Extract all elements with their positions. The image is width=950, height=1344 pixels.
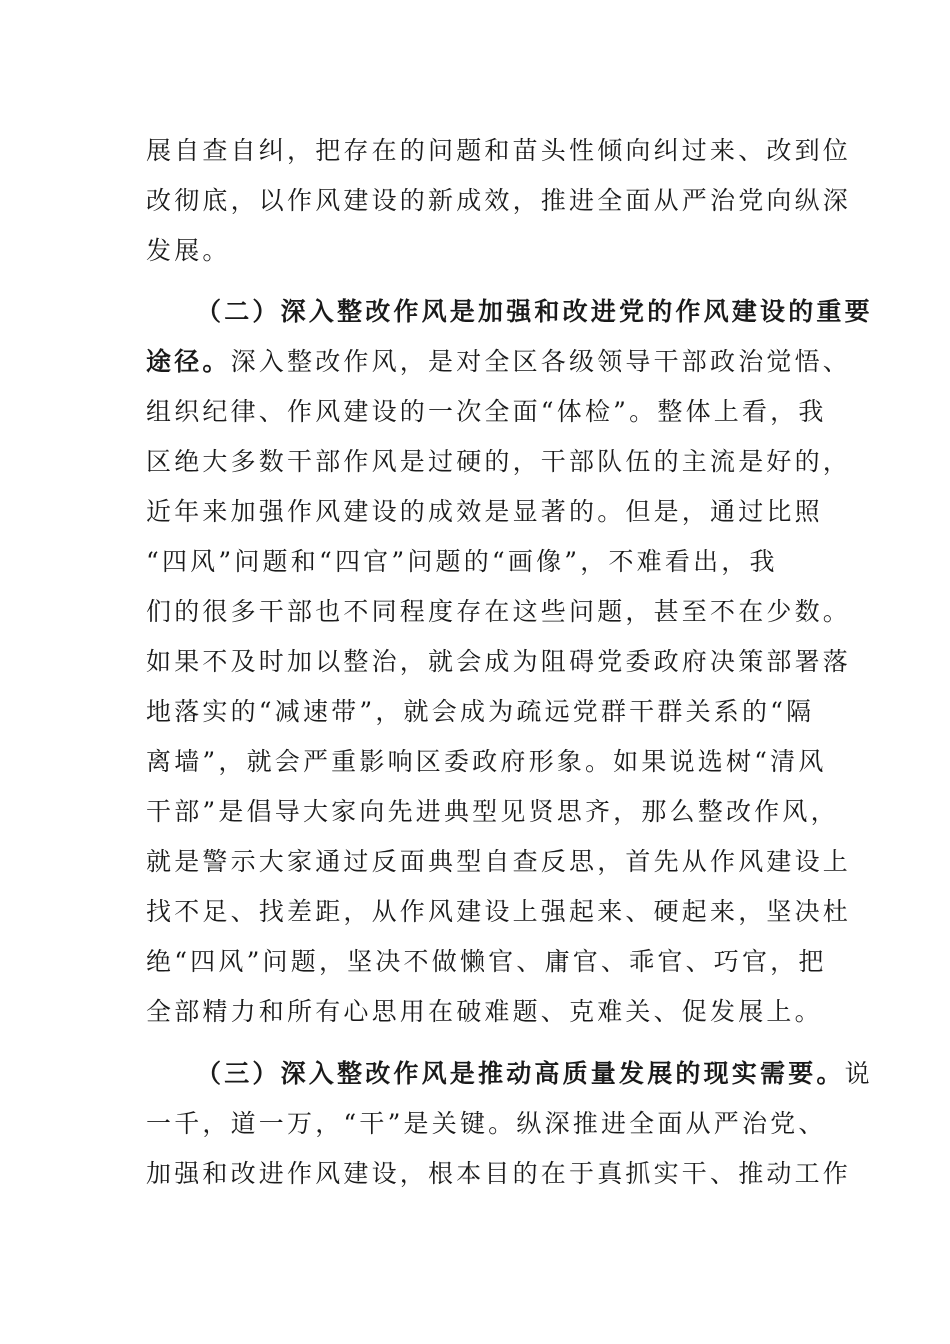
paragraph-2 (146, 287, 873, 1037)
paragraph-line: 加强和改进作风建设，根本目的在于真抓实干、推动工作 (146, 1159, 852, 1188)
paragraph-line: 们的很多干部也不同程度存在这些问题，甚至不在少数。 (146, 597, 852, 626)
section-heading-2-end: 途径。 (146, 347, 231, 376)
paragraph-line (146, 1049, 873, 1099)
paragraph-line: 全部精力和所有心思用在破难题、克难关、促发展上。 (146, 997, 823, 1026)
paragraph-line: 改彻底，以作风建设的新成效，推进全面从严治党向纵深 (146, 186, 852, 215)
paragraph-1 (146, 126, 852, 276)
section-heading-2: （二）深入整改作风是加强和改进党的作风建设的重要 (196, 297, 873, 326)
paragraph-line: 区绝大多数干部作风是过硬的，干部队伍的主流是好的， (146, 447, 852, 476)
paragraph-line: 展自查自纠，把存在的问题和苗头性倾向纠过来、改到位 (146, 136, 852, 165)
paragraph-line: 找不足、找差距，从作风建设上强起来、硬起来，坚决杜 (146, 897, 852, 926)
paragraph-line: 干部”是倡导大家向先进典型见贤思齐，那么整改作风， (146, 797, 839, 826)
paragraph-line: 地落实的“减速带”，就会成为疏远党群干群关系的“隔 (146, 697, 815, 726)
paragraph-line: 绝“四风”问题，坚决不做懒官、庸官、乖官、巧官，把 (146, 947, 827, 976)
paragraph-text: 深入整改作风，是对全区各级领导干部政治觉悟、 (230, 347, 852, 376)
section-heading-3: （三）深入整改作风是推动高质量发展的现实需要。 (196, 1059, 845, 1088)
paragraph-line: 一千，道一万，“干”是关键。纵深推进全面从严治党、 (146, 1109, 827, 1138)
paragraph-line (146, 337, 852, 387)
paragraph-line: 发展。 (146, 236, 231, 265)
paragraph-line: 如果不及时加以整治，就会成为阻碍党委政府决策部署落 (146, 647, 852, 676)
paragraph-line: 近年来加强作风建设的成效是显著的。但是，通过比照 (146, 497, 823, 526)
paragraph-text: 说 (844, 1059, 873, 1088)
paragraph-line: 离墙”，就会严重影响区委政府形象。如果说选树“清风 (146, 747, 827, 776)
paragraph-line: 组织纪律、作风建设的一次全面“体检”。整体上看，我 (146, 397, 827, 426)
paragraph-3 (146, 1049, 873, 1199)
paragraph-line: “四风”问题和“四官”问题的“画像”，不难看出，我 (146, 547, 778, 576)
paragraph-line: 就是警示大家通过反面典型自查反思，首先从作风建设上 (146, 847, 852, 876)
